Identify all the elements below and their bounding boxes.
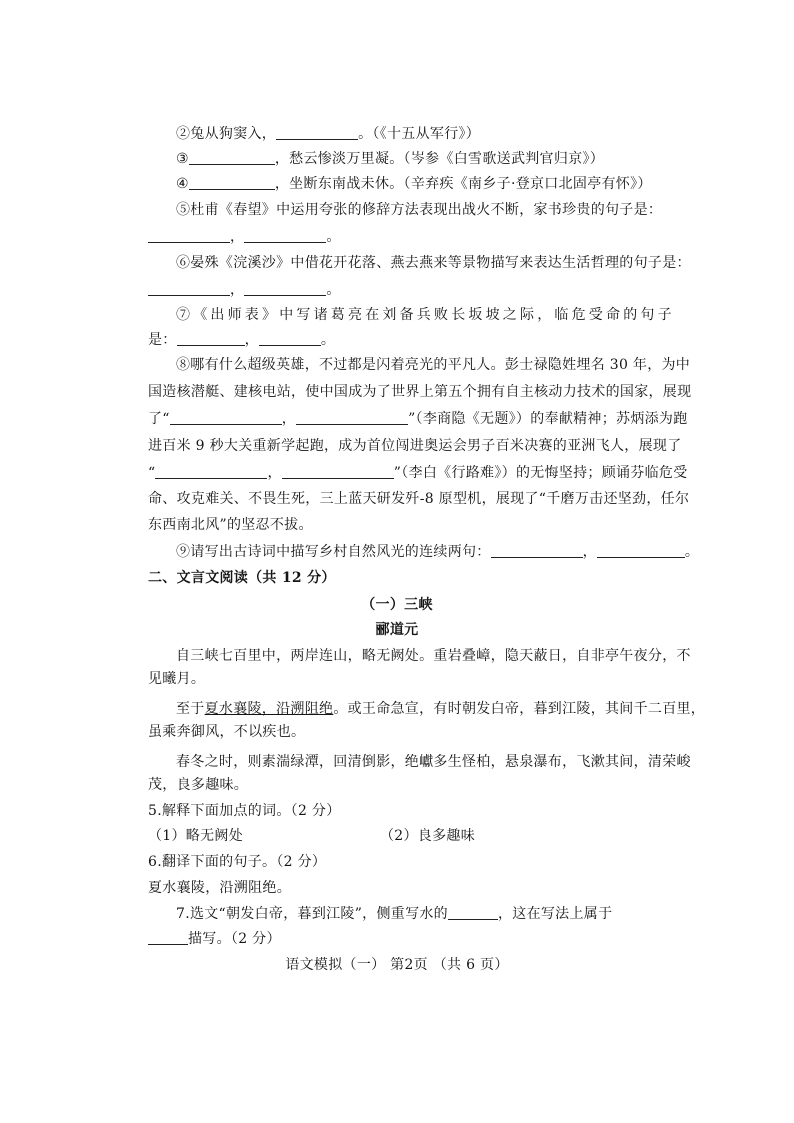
section-2-heading: 二、文言文阅读（共 12 分） xyxy=(148,570,336,586)
question-7-line-2 xyxy=(148,930,281,948)
passage-p2-line-2: 虽乘奔御风，不以疾也。 xyxy=(148,724,306,740)
q7-part-c: 描写。（2 分） xyxy=(188,931,281,947)
q5-end: 。 xyxy=(326,229,341,245)
q9-sep: ， xyxy=(582,544,597,560)
q8-l5-open: “ xyxy=(148,465,156,481)
q5-sep: ， xyxy=(230,229,245,245)
q6-blank-1[interactable] xyxy=(148,281,230,296)
q8-l3-sep: ， xyxy=(281,411,297,427)
q3-line xyxy=(176,150,604,168)
p2-rest: 。或王命急宣，有时朝发白帝，暮到江陵，其间千二百里， xyxy=(333,701,706,717)
q7-part-a: 7.选文“朝发白帝，暮到江陵”，侧重写水的 xyxy=(176,906,448,922)
q3-mark: ③ xyxy=(176,151,189,167)
q9-blank-1[interactable] xyxy=(491,543,583,558)
q6-end: 。 xyxy=(326,282,341,298)
question-5: 5.解释下面加点的词。（2 分） xyxy=(148,803,341,819)
q2-blank[interactable] xyxy=(276,125,358,140)
q7-answer-line xyxy=(148,331,335,349)
q4-line xyxy=(176,175,652,193)
q6-answer-line xyxy=(148,281,341,299)
question-5-item-1: （1）略无阙处 xyxy=(148,828,244,844)
passage-p3-line-1: 春冬之时，则素湍绿潭，回清倒影，绝巘多生怪柏，悬泉瀑布，飞漱其间，清荣峻 xyxy=(176,754,691,770)
question-6: 6.翻译下面的句子。（2 分） xyxy=(148,854,327,870)
q8-line-5 xyxy=(148,464,688,482)
q6-sep: ， xyxy=(230,282,245,298)
q8-line-3 xyxy=(148,410,688,428)
q8-blank-4[interactable] xyxy=(282,464,394,479)
q8-line-4: 进百米 9 秒大关重新学起跑，成为首位闯进奥运会男子百米决赛的亚洲飞人，展现了 xyxy=(148,438,682,454)
q7-blank-1[interactable] xyxy=(448,905,498,920)
q2-source: 。（《十五从军行》） xyxy=(358,126,481,142)
q5-prompt: ⑤杜甫《春望》中运用夸张的修辞方法表现出战火不断，家书珍贵的句子是： xyxy=(176,202,663,218)
q6-prompt: ⑥晏殊《浣溪沙》中借花开花落、燕去燕来等景物描写来表达生活哲理的句子是： xyxy=(176,255,691,271)
q8-blank-3[interactable] xyxy=(155,464,267,479)
q8-blank-1[interactable] xyxy=(170,410,282,425)
q7-blank-1[interactable] xyxy=(177,331,245,346)
passage-author: 郦道元 xyxy=(375,622,419,638)
q2-prefix: ②兔从狗窦入， xyxy=(176,126,277,142)
passage-p1-line-1: 自三峡七百里中，两岸连山，略无阙处。重岩叠嶂，隐天蔽日，自非亭午夜分，不 xyxy=(176,648,691,664)
q8-l3-close: ”（李商隐《无题》）的奉献精神；苏炳添为跑 xyxy=(408,411,688,427)
q8-l3-open: 了“ xyxy=(148,411,170,427)
q7-end: 。 xyxy=(320,332,336,348)
p2-underlined: 夏水襄陵，沿溯阻绝 xyxy=(204,701,334,717)
q9-end: 。 xyxy=(684,544,700,560)
q9-prompt: ⑨请写出古诗词中描写乡村自然风光的连续两句： xyxy=(176,544,491,560)
passage-p3-line-2: 茂，良多趣味。 xyxy=(148,777,249,793)
q7-sep: ， xyxy=(244,332,259,348)
q8-line-7: 东西南北风”的坚忍不拔。 xyxy=(148,517,313,533)
passage-title: （一）三峡 xyxy=(361,597,433,613)
q7-prefix: 是： xyxy=(148,332,177,348)
question-7-line-1 xyxy=(176,905,612,923)
q8-l5-sep: ， xyxy=(267,465,282,481)
q4-mark: ④ xyxy=(176,176,189,192)
q4-blank[interactable] xyxy=(189,175,275,190)
q3-text: ，愁云惨淡万里凝。（岑参《白雪歌送武判官归京》） xyxy=(274,151,605,167)
passage-p1-line-2: 见曦月。 xyxy=(148,671,206,687)
q5-blank-1[interactable] xyxy=(148,228,230,243)
q9-blank-2[interactable] xyxy=(597,543,685,558)
q5-blank-2[interactable] xyxy=(244,228,326,243)
passage-p2-line-1 xyxy=(176,700,705,718)
q9-line xyxy=(176,543,699,561)
q3-blank[interactable] xyxy=(189,150,275,165)
q7-blank-2[interactable] xyxy=(148,930,188,945)
q7-part-b: ，这在写法上属于 xyxy=(497,906,613,922)
q5-answer-line xyxy=(148,228,341,246)
q8-line-2: 国造核潜艇、建核电站，使中国成为了世界上第五个拥有自主核动力技术的国家，展现 xyxy=(148,384,692,400)
question-5-item-2: （2）良多趣味 xyxy=(380,828,476,844)
q6-blank-2[interactable] xyxy=(244,281,326,296)
q7-blank-2[interactable] xyxy=(259,331,321,346)
q4-text: ，坐断东南战未休。（辛弃疾《南乡子·登京口北固亭有怀》） xyxy=(274,176,652,192)
q7-prompt: ⑦《出师表》中写诸葛亮在刘备兵败长坂坡之际，临危受命的句子 xyxy=(176,307,675,323)
q8-blank-2[interactable] xyxy=(296,410,408,425)
q8-l5-close: ”（李白《行路难》）的无悔坚持；顾诵芬临危受 xyxy=(393,465,688,481)
q2-line xyxy=(176,125,480,143)
page-footer: 语文模拟（一） 第2页 （共 6 页） xyxy=(285,957,509,973)
question-6-sentence: 夏水襄陵，沿溯阻绝。 xyxy=(148,880,291,896)
q8-line-6: 命、攻克难关、不畏生死，三上蓝天研发歼-8 原型机，展现了“千磨万击还坚劲，任尔 xyxy=(148,491,690,507)
p2-lead: 至于 xyxy=(176,701,205,717)
q8-line-1: ⑧哪有什么超级英雄，不过都是闪着亮光的平凡人。彭士禄隐姓埋名 30 年，为中 xyxy=(176,357,691,373)
